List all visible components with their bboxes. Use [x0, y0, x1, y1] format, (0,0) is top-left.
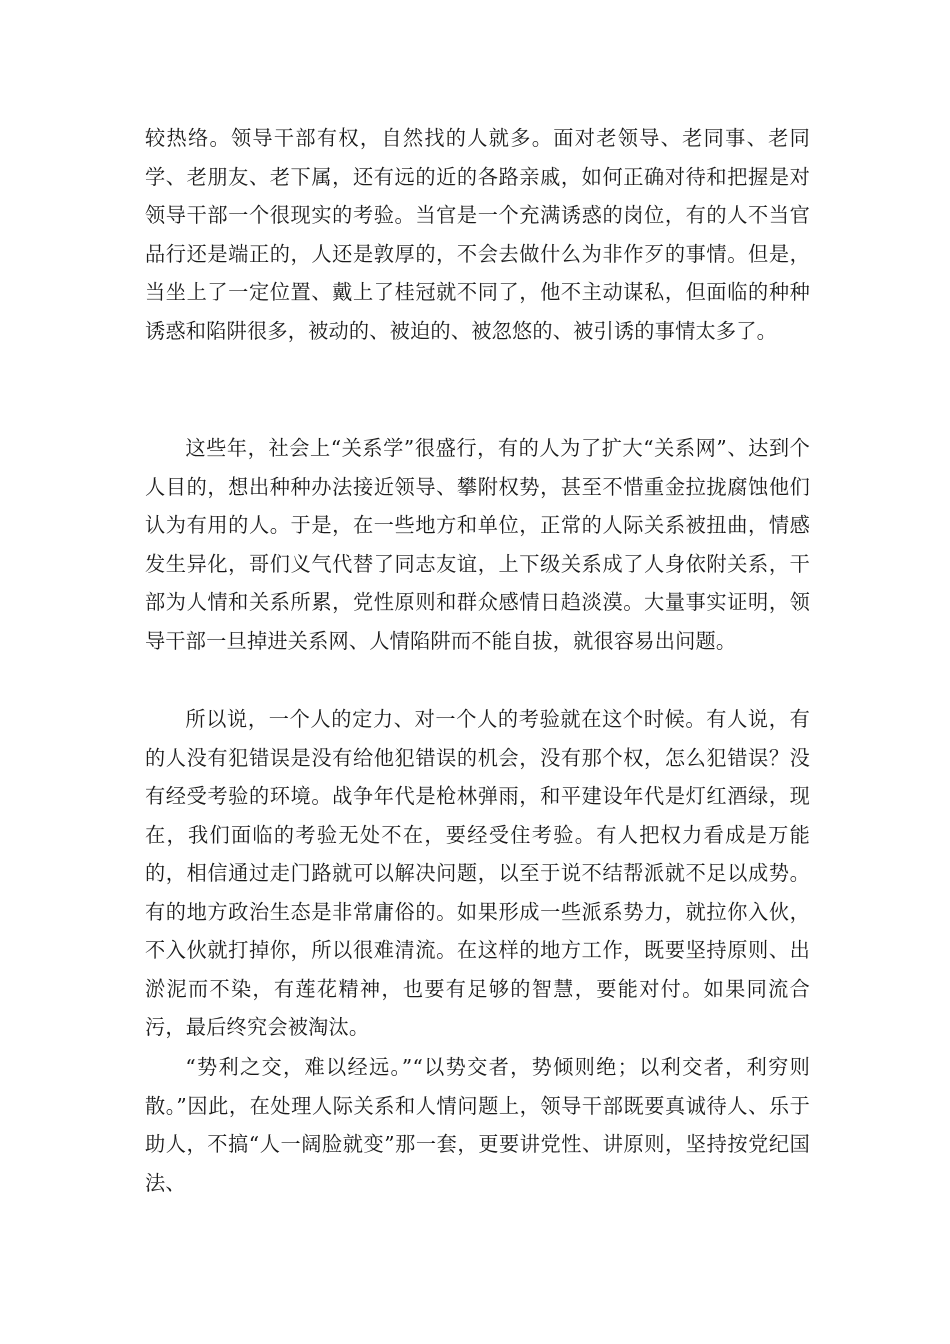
paragraph-relationship-networks: 这些年，社会上“关系学”很盛行，有的人为了扩大“关系网”、达到个人目的，想出种种办法接近领导、攀附权势，甚至不惜重金拉拢腐蚀他们认为有用的人。于是，在一些地方和单位，正常的人际关系被扭曲，情感发生异化，哥们义气代替了同志友谊，上下级关系成了人身依附关系，干部为人情和关系所累，党性原则和群众感情日趋淡漠。大量事实证明，领导干部一旦掉进关系网、人情陷阱而不能自拔，就很容易出问题。	[145, 436, 810, 653]
paragraph-test-of-resolve: 所以说，一个人的定力、对一个人的考验就在这个时候。有人说，有的人没有犯错误是没有给他犯错误的机会，没有那个权，怎么犯错误？没有经受考验的环境。战争年代是枪林弹雨，和平建设年代是灯红酒绿，现在，我们面临的考验无处不在，要经受住考验。有人把权力看成是万能的，相信通过走门路就可以解决问题，以至于说不结帮派就不足以成势。有的地方政治生态是非常庸俗的。如果形成一些派系势力，就拉你入伙，不入伙就打掉你，所以很难清流。在这样的地方工作，既要坚持原则、出淤泥而不染，有莲花精神，也要有足够的智慧，要能对付。如果同流合污，最后终究会被淘汰。	[145, 707, 810, 1039]
paragraph-quotation: “势利之交，难以经远。”“以势交者，势倾则绝；以利交者，利穷则散。”因此，在处理人际关系和人情问题上，领导干部既要真诚待人、乐于助人，不搞“人一阔脸就变”那一套，更要讲党性、讲原则，坚持按党纪国法、	[145, 1055, 810, 1195]
paragraph-continuation: 较热络。领导干部有权，自然找的人就多。面对老领导、老同事、老同学、老朋友、老下属，还有远的近的各路亲戚，如何正确对待和把握是对领导干部一个很现实的考验。当官是一个充满诱惑的岗位，有的人不当官品行还是端正的，人还是敦厚的，不会去做什么为非作歹的事情。但是，当坐上了一定位置、戴上了桂冠就不同了，他不主动谋私，但面临的种种诱惑和陷阱很多，被动的、被迫的、被忽悠的、被引诱的事情太多了。	[145, 126, 810, 343]
